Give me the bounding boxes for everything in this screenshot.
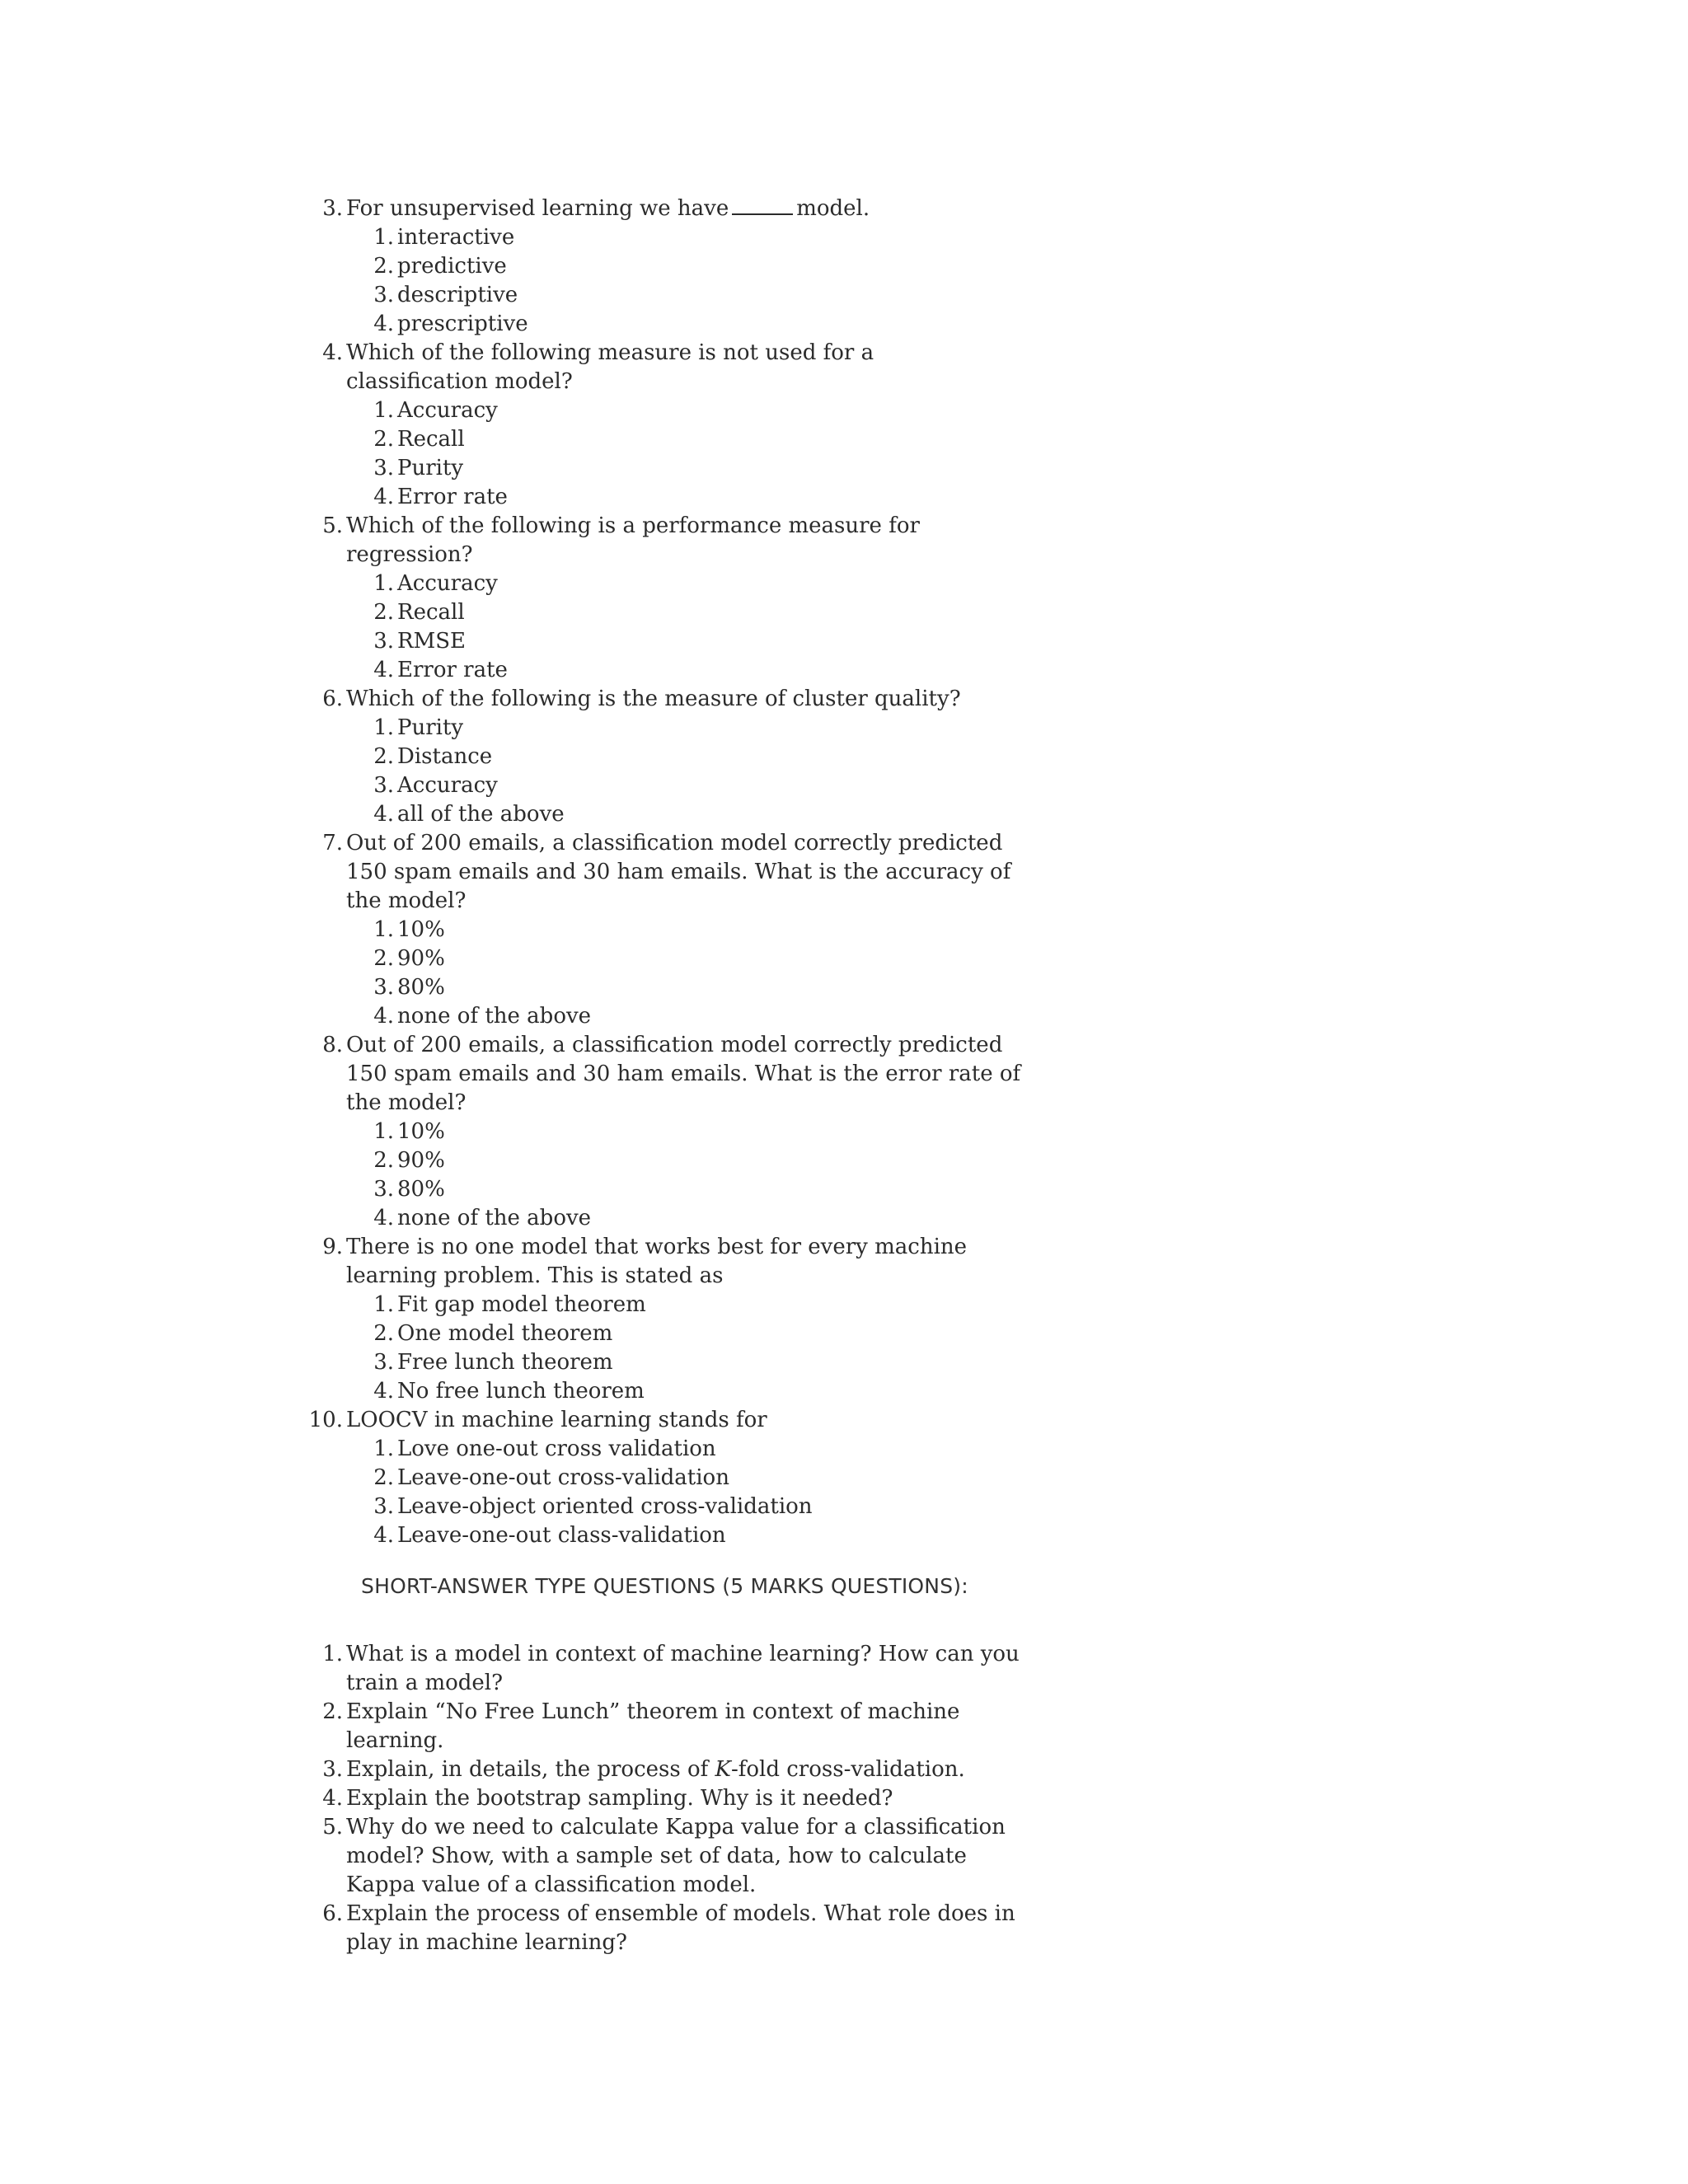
options-list bbox=[346, 569, 1022, 685]
option-item: 3. Purity bbox=[373, 456, 464, 480]
question-number: 5. bbox=[322, 513, 343, 538]
option-item: 3. Accuracy bbox=[373, 773, 498, 798]
question-text: For unsupervised learning we have model. bbox=[346, 196, 870, 221]
question-text: Which of the following is the measure of cluster quality? bbox=[346, 687, 961, 711]
option-item: 1. Fit gap model theorem bbox=[373, 1292, 646, 1317]
option-item: 3. RMSE bbox=[373, 629, 466, 654]
question-5 bbox=[322, 512, 1022, 685]
options-list bbox=[346, 1291, 1022, 1406]
options-list bbox=[346, 1435, 1022, 1550]
option-item: 1. Accuracy bbox=[373, 571, 498, 596]
option-item: 2. Distance bbox=[373, 744, 493, 769]
option-item: 4. Error rate bbox=[373, 485, 508, 509]
option-item: 3. 80% bbox=[373, 975, 445, 1000]
option-item: 1. 10% bbox=[373, 1119, 445, 1144]
mcq-list bbox=[308, 194, 1022, 1550]
option-item: 4. all of the above bbox=[373, 802, 565, 827]
option-item: 3. Leave-object oriented cross-validation bbox=[373, 1494, 813, 1519]
option-item: 4. prescriptive bbox=[373, 312, 528, 336]
question-4 bbox=[322, 339, 1022, 512]
question-text: Out of 200 emails, a classification model correctly predicted 150 spam emails and 30 ham emails. What is the error rate of the model? bbox=[346, 1033, 1021, 1115]
question-number: 7. bbox=[322, 831, 343, 855]
option-item: 1. Purity bbox=[373, 715, 464, 740]
options-list bbox=[346, 396, 1022, 512]
question-number: 3. bbox=[322, 196, 343, 221]
option-item: 2. Leave-one-out cross-validation bbox=[373, 1465, 729, 1490]
option-item: 2. Recall bbox=[373, 427, 465, 452]
short-answer-item: 6. Explain the process of ensemble of models. What role does in play in machine learning? bbox=[322, 1901, 1015, 1955]
question-9 bbox=[322, 1233, 1022, 1406]
question-text: LOOCV in machine learning stands for bbox=[346, 1408, 767, 1432]
short-answer-item: 2. Explain “No Free Lunch” theorem in context of machine learning. bbox=[322, 1699, 960, 1753]
option-item: 2. 90% bbox=[373, 1148, 445, 1173]
question-6 bbox=[322, 685, 1022, 829]
option-item: 1. 10% bbox=[373, 917, 445, 942]
short-answer-item: 3. Explain, in details, the process of K-fold cross-validation. bbox=[322, 1757, 965, 1782]
question-3 bbox=[322, 194, 1022, 339]
option-item: 1. interactive bbox=[373, 225, 515, 250]
option-item: 3. Free lunch theorem bbox=[373, 1350, 613, 1375]
short-answer-item: 4. Explain the bootstrap sampling. Why is it needed? bbox=[322, 1786, 893, 1811]
answer-blank bbox=[732, 197, 793, 215]
question-8 bbox=[322, 1031, 1022, 1233]
options-list bbox=[346, 916, 1022, 1031]
question-number: 8. bbox=[322, 1033, 343, 1057]
option-item: 2. One model theorem bbox=[373, 1321, 613, 1346]
option-item: 1. Love one-out cross validation bbox=[373, 1436, 716, 1461]
option-item: 2. predictive bbox=[373, 254, 507, 279]
question-text: Which of the following is a performance measure for regression? bbox=[346, 513, 920, 567]
option-item: 4. none of the above bbox=[373, 1004, 592, 1029]
option-item: 2. Recall bbox=[373, 600, 465, 625]
option-item: 1. Accuracy bbox=[373, 398, 498, 423]
short-answer-item: 5. Why do we need to calculate Kappa value for a classification model? Show, with a sample set of data, how to calculate Kappa value of a classification model. bbox=[322, 1815, 1006, 1897]
options-list bbox=[346, 1118, 1022, 1233]
section-heading: SHORT-ANSWER TYPE QUESTIONS (5 MARKS QUESTIONS): bbox=[361, 1574, 968, 1598]
option-item: 4. Leave-one-out class-validation bbox=[373, 1523, 726, 1548]
options-list bbox=[346, 714, 1022, 829]
question-number: 4. bbox=[322, 340, 343, 365]
question-number: 9. bbox=[322, 1235, 343, 1259]
short-answer-list bbox=[322, 1640, 1022, 1957]
option-item: 4. none of the above bbox=[373, 1206, 592, 1230]
question-text: There is no one model that works best for every machine learning problem. This is stated as bbox=[346, 1235, 968, 1288]
option-item: 3. 80% bbox=[373, 1177, 445, 1202]
option-item: 4. No free lunch theorem bbox=[373, 1379, 645, 1404]
question-10 bbox=[308, 1406, 1022, 1550]
option-item: 2. 90% bbox=[373, 946, 445, 971]
options-list bbox=[346, 223, 1022, 339]
question-text: Which of the following measure is not used for a classification model? bbox=[346, 340, 874, 394]
question-7 bbox=[322, 829, 1022, 1031]
short-answer-item: 1. What is a model in context of machine learning? How can you train a model? bbox=[322, 1642, 1020, 1695]
question-number: 10. bbox=[308, 1408, 343, 1432]
option-item: 3. descriptive bbox=[373, 283, 518, 307]
question-number: 6. bbox=[322, 687, 343, 711]
question-text: Out of 200 emails, a classification model correctly predicted 150 spam emails and 30 ham emails. What is the accuracy of the model? bbox=[346, 831, 1011, 913]
option-item: 4. Error rate bbox=[373, 658, 508, 682]
